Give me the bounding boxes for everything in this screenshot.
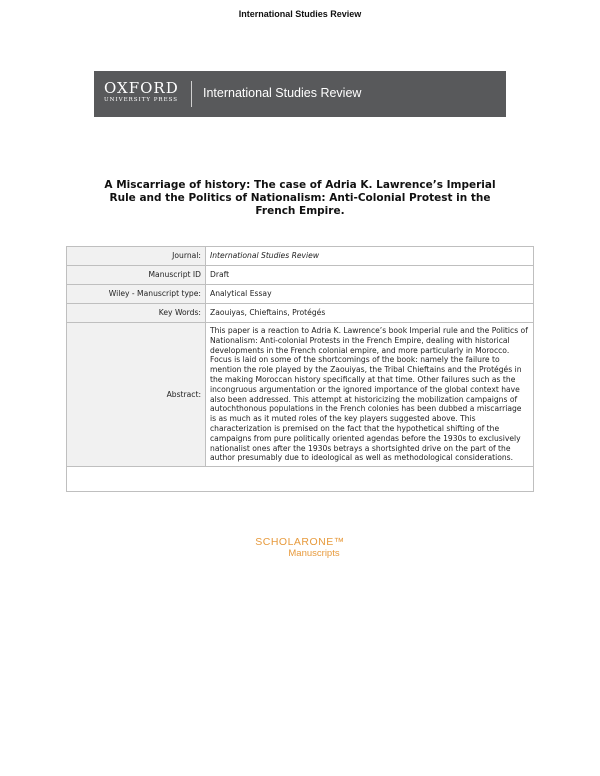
publisher-logo bbox=[104, 80, 184, 104]
scholarone-brand: SCHOLARONE™ bbox=[255, 536, 345, 548]
manuscript-id-label: Manuscript ID bbox=[67, 266, 206, 285]
scholarone-sub: Manuscripts bbox=[288, 548, 340, 559]
running-header: International Studies Review bbox=[238, 9, 362, 19]
abstract-label: Abstract: bbox=[67, 323, 206, 467]
manuscript-type-label: Wiley - Manuscript type: bbox=[67, 285, 206, 304]
table-row bbox=[67, 467, 534, 492]
publisher-logo-sub: UNIVERSITY PRESS bbox=[104, 97, 179, 103]
scholarone-logo bbox=[0, 537, 600, 559]
paper-title: A Miscarriage of history: The case of Adria K. Lawrence’s Imperial Rule and the Politics of Nationalism: Anti-Colonial Protest in the French Empire. bbox=[104, 179, 496, 217]
empty-cell bbox=[67, 467, 534, 492]
keywords-label: Key Words: bbox=[67, 304, 206, 323]
publisher-logo-main: OXFORD bbox=[104, 79, 179, 97]
manuscript-id-value: Draft bbox=[206, 266, 534, 285]
banner-divider bbox=[191, 81, 192, 107]
table-row bbox=[67, 323, 534, 467]
table-row bbox=[67, 266, 534, 285]
table-row bbox=[67, 285, 534, 304]
journal-value: International Studies Review bbox=[206, 247, 534, 266]
journal-banner bbox=[94, 71, 506, 117]
table-row bbox=[67, 304, 534, 323]
manuscript-type-value: Analytical Essay bbox=[206, 285, 534, 304]
banner-journal-title: International Studies Review bbox=[203, 86, 362, 100]
keywords-value: Zaouiyas, Chieftains, Protégés bbox=[206, 304, 534, 323]
journal-label: Journal: bbox=[67, 247, 206, 266]
abstract-value: This paper is a reaction to Adria K. Lawrence’s book Imperial rule and the Politics of Nationalism: Anti-colonial Protests in the French Empire, dealing with historical developments in the French colonial empire, and more particularly in Morocco. Focus is laid on some of the shortcomings of the book: namely the failure to mention the role played by the Zaouiyas, the Tribal Chieftains and the Protégés in the making Moroccan history specifically at that time. Other failures such as the incongruous argumentation or the ignored importance of the global context have also been addressed. This attempt at historicizing the mobilization campaigns of autochthonous populations in the French colonies has been dubbed a miscarriage is as much as it muted roles of the key players suggested above. This characterization is premised on the fact that the hypothetical shifting of the campaigns from pure politically oriented agendas before the 1930s to exclusively nationalist ones after the 1930s betrays a shortsighted drive on the part of the author presumably due to ideological as well as methodological considerations. bbox=[206, 323, 534, 467]
table-row bbox=[67, 247, 534, 266]
manuscript-info-table bbox=[66, 246, 534, 492]
